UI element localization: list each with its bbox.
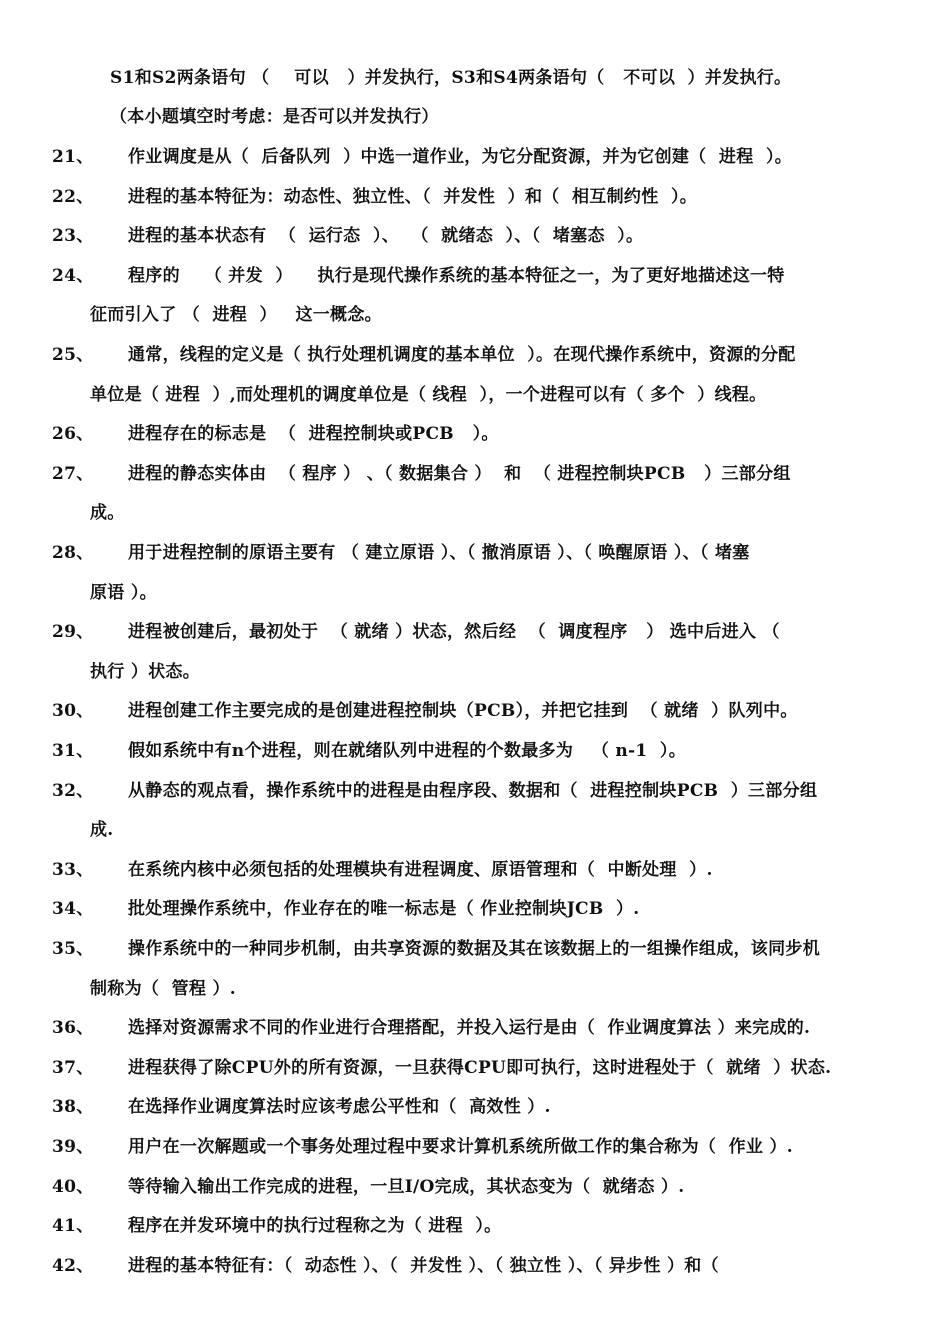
question-number: 36、 (52, 1018, 94, 1038)
question-text-continued: 执行 ）状态。 (90, 662, 201, 682)
question-number: 30、 (52, 701, 94, 721)
question-text: 在选择作业调度算法时应该考虑公平性和（ 高效性 ）. (128, 1097, 551, 1117)
question-text: 作业调度是从（ 后备队列 ）中选一道作业，为它分配资源，并为它创建（ 进程 ）。 (128, 147, 793, 167)
question-text: 程序在并发环境中的执行过程称之为（ 进程 ）。 (128, 1216, 502, 1236)
question-number: 40、 (52, 1177, 94, 1197)
question-number: 27、 (52, 464, 94, 484)
question-number: 23、 (52, 226, 94, 246)
question-text-continued: 成. (90, 820, 114, 840)
question-text: 进程被创建后，最初处于 （ 就绪 ）状态，然后经 （ 调度程序 ） 选中后进入 （ (128, 622, 780, 642)
question-text: 操作系统中的一种同步机制，由共享资源的数据及其在该数据上的一组操作组成，该同步机 (128, 939, 820, 959)
question-number: 22、 (52, 187, 94, 207)
question-text: 批处理操作系统中，作业存在的唯一标志是（ 作业控制块JCB ）. (128, 899, 640, 919)
question-number: 33、 (52, 860, 94, 880)
question-number: 24、 (52, 266, 94, 286)
question-text: 进程的基本特征为：动态性、独立性、（ 并发性 ）和（ 相互制约性 ）。 (128, 187, 698, 207)
question-number: 38、 (52, 1097, 94, 1117)
intro-note: （本小题填空时考虑：是否可以并发执行） (110, 107, 439, 127)
question-text: 用于进程控制的原语主要有 （ 建立原语 ）、（ 撤消原语 ）、（ 唤醒原语 ）、（ 堵塞 (128, 543, 750, 563)
question-text: 进程的基本状态有 （ 运行态 ）、 （ 就绪态 ）、（ 堵塞态 ）。 (128, 226, 644, 246)
question-text-continued: 单位是（ 进程 ）,而处理机的调度单位是（ 线程 ），一个进程可以有（ 多个 ）线程。 (90, 385, 767, 405)
question-text: 进程创建工作主要完成的是创建进程控制块（PCB），并把它挂到 （ 就绪 ）队列中。 (128, 701, 798, 721)
question-number: 35、 (52, 939, 94, 959)
question-text: 进程获得了除CPU外的所有资源，一旦获得CPU即可执行，这时进程处于（ 就绪 ）状态. (128, 1058, 832, 1078)
question-text: 假如系统中有n个进程，则在就绪队列中进程的个数最多为 （ n-1 ）。 (128, 741, 687, 761)
question-number: 37、 (52, 1058, 94, 1078)
question-number: 25、 (52, 345, 94, 365)
question-text: 通常，线程的定义是（ 执行处理机调度的基本单位 ）。在现代操作系统中，资源的分配 (128, 345, 796, 365)
question-text: 选择对资源需求不同的作业进行合理搭配，并投入运行是由（ 作业调度算法 ）来完成的. (128, 1018, 811, 1038)
question-number: 34、 (52, 899, 94, 919)
question-number: 31、 (52, 741, 94, 761)
question-number: 41、 (52, 1216, 94, 1236)
question-text: 等待输入输出工作完成的进程，一旦I/O完成，其状态变为（ 就绪态 ）. (128, 1177, 685, 1197)
question-text: 进程的静态实体由 （ 程序 ） 、（ 数据集合 ） 和 （ 进程控制块PCB ）三部分组 (128, 464, 791, 484)
question-number: 21、 (52, 147, 94, 167)
question-number: 26、 (52, 424, 94, 444)
question-number: 28、 (52, 543, 94, 563)
question-text: 用户在一次解题或一个事务处理过程中要求计算机系统所做工作的集合称为（ 作业 ）. (128, 1137, 793, 1157)
question-number: 42、 (52, 1256, 94, 1276)
question-text-continued: 成。 (90, 503, 125, 523)
question-text-continued: 原语 ）。 (90, 583, 157, 603)
intro-text: S1和S2两条语句 （ 可以 ）并发执行，S3和S4两条语句（ 不可以 ）并发执行。 (110, 68, 792, 88)
question-text: 在系统内核中必须包括的处理模块有进程调度、原语管理和（ 中断处理 ）. (128, 860, 713, 880)
question-text: 进程的基本特征有：（ 动态性 ）、（ 并发性 ）、（ 独立性 ）、（ 异步性 ）和（ (128, 1256, 719, 1276)
question-text: 程序的 （ 并发 ） 执行是现代操作系统的基本特征之一，为了更好地描述这一特 (128, 266, 785, 286)
question-text: 从静态的观点看，操作系统中的进程是由程序段、数据和（ 进程控制块PCB ）三部分组 (128, 781, 818, 801)
question-text: 进程存在的标志是 （ 进程控制块或PCB ）。 (128, 424, 499, 444)
question-number: 32、 (52, 781, 94, 801)
question-text-continued: 征而引入了 （ 进程 ） 这一概念。 (90, 305, 382, 325)
question-number: 39、 (52, 1137, 94, 1157)
question-text-continued: 制称为（ 管程 ）. (90, 979, 236, 999)
question-number: 29、 (52, 622, 94, 642)
